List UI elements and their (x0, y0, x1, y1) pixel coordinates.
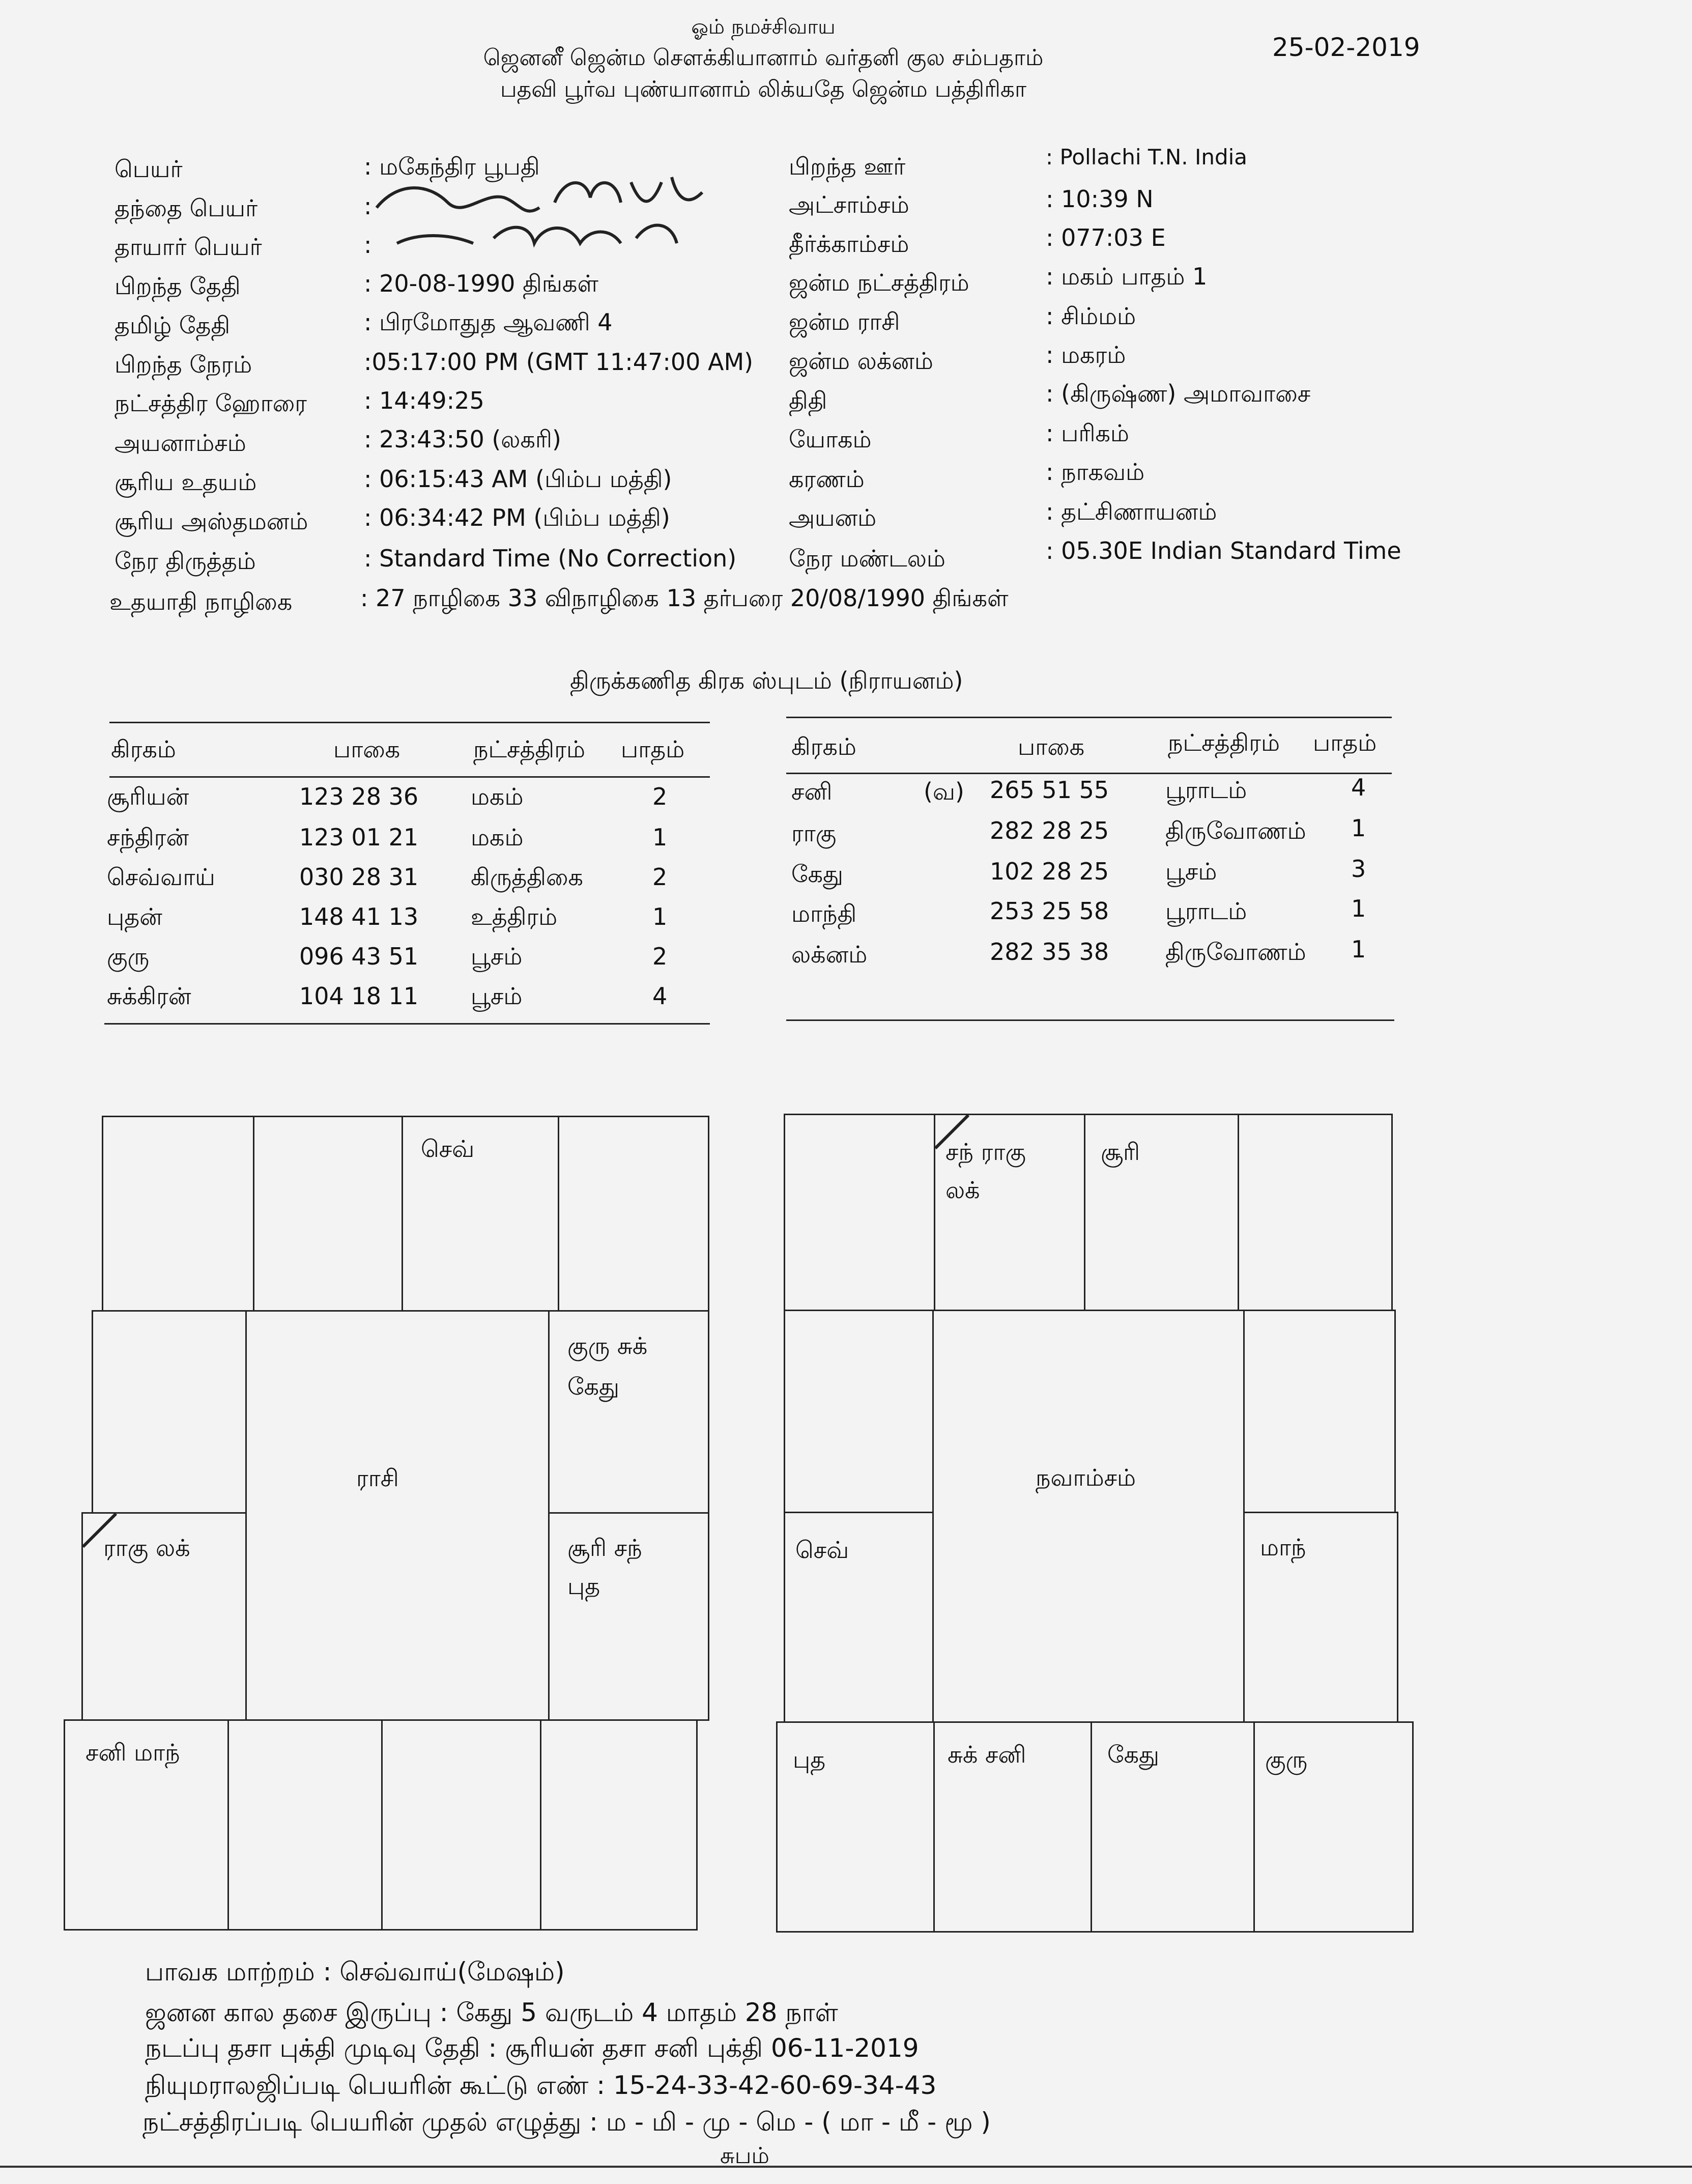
detail-value: : 10:39 N (1046, 185, 1154, 213)
navamsa-house-text: சுக் சனி (948, 1741, 1026, 1768)
detail-value: : 20-08-1990 திங்கள் (364, 270, 598, 297)
navamsa-house-8 (1091, 1721, 1255, 1933)
rasi-house-text: ராகு லக் (103, 1534, 190, 1562)
table-cell-degree: 148 41 13 (299, 903, 419, 930)
detail-value: : பிரமோதுத ஆவணி 4 (364, 308, 613, 336)
detail-value: : நாகவம் (1046, 458, 1145, 486)
detail-value: : 077:03 E (1046, 224, 1166, 251)
detail-label: அயனாம்சம் (114, 429, 246, 457)
column-header-star: நட்சத்திரம் (1168, 729, 1280, 756)
table-cell-star: பூசம் (471, 943, 523, 970)
table-cell-pada: 1 (652, 903, 668, 930)
rasi-house-5 (548, 1310, 709, 1514)
detail-label: பிறந்த நேரம் (114, 351, 252, 378)
detail-value: : மகரம் (1046, 341, 1126, 368)
detail-value: : 06:34:42 PM (பிம்ப மத்தி) (364, 504, 670, 531)
navamsa-house-text: சூரி (1101, 1138, 1140, 1166)
detail-value: : 23:43:50 (லகரி) (364, 426, 561, 453)
detail-label: கரணம் (789, 465, 865, 493)
detail-label: அயனம் (789, 504, 877, 531)
detail-value: : (கிருஷ்ண) அமாவாசை (1046, 380, 1311, 407)
table-cell-pada: 4 (1351, 774, 1366, 801)
table-cell-pada: 1 (1351, 814, 1366, 842)
table-cell-star: திருவோணம் (1165, 938, 1306, 966)
header-verse-1: ஜெனனீ ஜென்ம சௌக்கியானாம் வர்தனி குல சம்பதாம் (483, 45, 1044, 71)
navamsa-house-text: குரு (1265, 1746, 1308, 1773)
detail-label: உதயாதி நாழிகை (109, 588, 293, 615)
table-cell-star: உத்திரம் (471, 903, 558, 930)
rasi-house-12 (92, 1310, 247, 1514)
table-cell-pada: 3 (1351, 855, 1366, 883)
rasi-house-text: புத (567, 1572, 600, 1600)
navamsa-house-text: சந் ராகு (945, 1138, 1026, 1166)
column-header-degree: பாகை (333, 735, 400, 763)
table-cell-planet: செவ்வாய் (107, 863, 215, 891)
footer-name-letters: நட்சத்திரப்படி பெயரின் முதல் எழுத்து : ம - மி - மு - மெ - ( மா - மீ - மூ ) (142, 2107, 991, 2137)
detail-value: : 05.30E Indian Standard Time (1046, 537, 1401, 564)
navamsa-house-3 (1084, 1114, 1239, 1311)
detail-label: ஜன்ம நட்சத்திரம் (789, 269, 969, 296)
rasi-house-3 (402, 1116, 559, 1312)
document-date: 25-02-2019 (1272, 33, 1420, 62)
detail-label: பிறந்த தேதி (114, 272, 241, 300)
navamsa-house-4 (1238, 1114, 1393, 1311)
navamsa-house-text: கேது (1107, 1741, 1159, 1768)
table-cell-planet: கேது (791, 860, 843, 888)
rasi-center (245, 1310, 550, 1721)
header-om: ஓம் நமச்சிவாய (691, 15, 836, 39)
column-header-degree: பாகை (1018, 733, 1085, 760)
detail-value: : மகம் பாதம் 1 (1046, 263, 1208, 290)
navamsa-house-6 (1243, 1512, 1398, 1723)
table-cell-degree: 102 28 25 (990, 858, 1109, 885)
detail-label: நட்சத்திர ஹோரை (114, 389, 307, 417)
table-cell-degree: 282 35 38 (990, 938, 1109, 966)
table-cell-planet: சந்திரன் (107, 824, 189, 851)
table-cell-star: பூசம் (471, 982, 523, 1010)
footer-numerology: நியுமராலஜிப்படி பெயரின் கூட்டு எண் : 15-24-33-42-60-69-34-43 (145, 2070, 937, 2100)
rasi-house-text: குரு சுக் (567, 1332, 648, 1359)
table-cell-planet: சனி (791, 778, 833, 805)
navamsa-house-1 (784, 1114, 935, 1311)
planet-table-title: திருக்கணித கிரக ஸ்புடம் (நிராயனம்) (570, 667, 963, 694)
rasi-house-6 (548, 1512, 709, 1721)
table-cell-pada: 2 (652, 943, 668, 970)
footer-dasa-balance: ஜனன கால தசை இருப்பு : கேது 5 வருடம் 4 மாதம் 28 நாள் (145, 1998, 838, 2027)
navamsa-center (932, 1310, 1245, 1723)
detail-value: : மகேந்திர பூபதி (364, 153, 540, 180)
rasi-house-text: சூரி சந் (567, 1534, 642, 1562)
detail-label: பெயர் (114, 155, 183, 183)
rasi-house-10 (64, 1719, 229, 1931)
navamsa-house-11 (784, 1512, 934, 1723)
rasi-chart-title: ராசி (356, 1464, 399, 1492)
table-cell-planet: லக்னம் (791, 941, 868, 968)
table-cell-degree: 104 18 11 (299, 982, 419, 1010)
detail-label: ஜன்ம லக்னம் (789, 347, 933, 375)
navamsa-house-7 (1253, 1721, 1414, 1933)
navamsa-house-12 (784, 1310, 934, 1513)
rasi-house-text: சனி மாந் (85, 1739, 180, 1766)
navamsa-house-2 (934, 1114, 1085, 1311)
navamsa-house-text: புத (793, 1746, 826, 1773)
table-cell-planet: ராகு (791, 819, 837, 847)
navamsa-house-9 (933, 1721, 1092, 1933)
rasi-house-8 (381, 1719, 541, 1931)
table-cell-planet: சூரியன் (107, 783, 189, 810)
footer-current-dasa: நடப்பு தசா புக்தி முடிவு தேதி : சூரியன் தசா சனி புக்தி 06-11-2019 (145, 2033, 919, 2063)
detail-label: தீர்க்காம்சம் (789, 230, 909, 258)
detail-value: : (364, 192, 372, 220)
table-cell-degree: 123 28 36 (299, 783, 419, 810)
column-header-planet: கிரகம் (791, 733, 856, 760)
detail-label: தந்தை பெயர் (114, 194, 258, 222)
detail-value: : 27 நாழிகை 33 விநாழிகை 13 தர்பரை 20/08/1990 திங்கள் (360, 584, 1009, 612)
detail-value: : 06:15:43 AM (பிம்ப மத்தி) (364, 465, 672, 493)
detail-value: : Pollachi T.N. India (1046, 145, 1248, 169)
table-cell-pada: 1 (652, 824, 668, 851)
table-cell-degree: 096 43 51 (299, 943, 419, 970)
table-cell-degree: 282 28 25 (990, 817, 1109, 844)
column-header-planet: கிரகம் (111, 735, 176, 763)
navamsa-chart-title: நவாம்சம் (1036, 1464, 1136, 1491)
table-cell-pada: 2 (652, 863, 668, 891)
column-header-star: நட்சத்திரம் (473, 735, 586, 763)
column-header-pada: பாதம் (1313, 729, 1377, 756)
detail-label: யோகம் (789, 426, 872, 453)
table-cell-planet: குரு (107, 943, 150, 970)
navamsa-house-text: லக் (945, 1176, 980, 1204)
column-header-pada: பாதம் (621, 735, 685, 763)
table-cell-retro: (வ) (924, 778, 964, 805)
table-cell-star: பூராடம் (1165, 776, 1247, 804)
table-cell-planet: புதன் (107, 903, 162, 930)
table-cell-star: மகம் (471, 824, 524, 851)
table-cell-degree: 030 28 31 (299, 863, 419, 891)
table-cell-pada: 1 (1351, 935, 1366, 963)
table-cell-star: பூசம் (1165, 858, 1217, 885)
handwritten-signature (366, 162, 733, 264)
detail-label: தமிழ் தேதி (114, 311, 231, 339)
detail-value: : 14:49:25 (364, 387, 484, 414)
header-verse-2: பதவி பூர்வ புண்யானாம் லிக்யதே ஜென்ம பத்திரிகா (500, 76, 1027, 102)
detail-value: : தட்சிணாயனம் (1046, 498, 1217, 525)
table-cell-planet: மாந்தி (791, 900, 857, 927)
table-cell-star: பூராடம் (1165, 897, 1247, 925)
rasi-house-text: செவ் (421, 1135, 475, 1162)
rasi-house-11 (81, 1512, 247, 1721)
detail-value: :05:17:00 PM (GMT 11:47:00 AM) (364, 348, 754, 376)
detail-label: திதி (789, 387, 827, 414)
detail-value: : சிம்மம் (1046, 302, 1136, 330)
footer-subam: சுபம் (720, 2143, 769, 2169)
table-cell-star: திருவோணம் (1165, 817, 1306, 844)
rasi-house-2 (253, 1116, 403, 1312)
detail-label: நேர திருத்தம் (114, 547, 256, 575)
table-cell-pada: 1 (1351, 895, 1366, 922)
detail-value: : (364, 231, 372, 259)
detail-value: : Standard Time (No Correction) (364, 545, 737, 572)
navamsa-house-text: செவ் (795, 1536, 849, 1564)
navamsa-house-10 (776, 1721, 935, 1933)
detail-value: : பரிகம் (1046, 419, 1129, 447)
table-cell-star: மகம் (471, 783, 524, 810)
navamsa-house-5 (1243, 1310, 1396, 1513)
detail-label: சூரிய உதயம் (114, 468, 257, 496)
rasi-house-text: கேது (567, 1373, 619, 1400)
detail-label: சூரிய அஸ்தமனம் (114, 507, 308, 535)
rasi-house-9 (227, 1719, 383, 1931)
footer-bhavaka: பாவக மாற்றம் : செவ்வாய்(மேஷம்) (145, 1957, 565, 1987)
detail-label: நேர மண்டலம் (789, 545, 945, 572)
table-cell-degree: 265 51 55 (990, 776, 1109, 804)
detail-label: தாயார் பெயர் (114, 233, 262, 261)
table-cell-star: கிருத்திகை (471, 863, 583, 891)
table-cell-pada: 4 (652, 982, 668, 1010)
table-cell-degree: 123 01 21 (299, 824, 419, 851)
table-cell-planet: சுக்கிரன் (107, 982, 191, 1010)
rasi-house-1 (102, 1116, 254, 1312)
table-cell-degree: 253 25 58 (990, 897, 1109, 925)
detail-label: பிறந்த ஊர் (789, 153, 906, 180)
navamsa-house-text: மாந் (1260, 1534, 1306, 1561)
table-cell-pada: 2 (652, 783, 668, 810)
detail-label: அட்சாம்சம் (789, 191, 909, 218)
rasi-house-7 (540, 1719, 698, 1931)
detail-label: ஜன்ம ராசி (789, 308, 900, 335)
rasi-house-4 (558, 1116, 709, 1312)
